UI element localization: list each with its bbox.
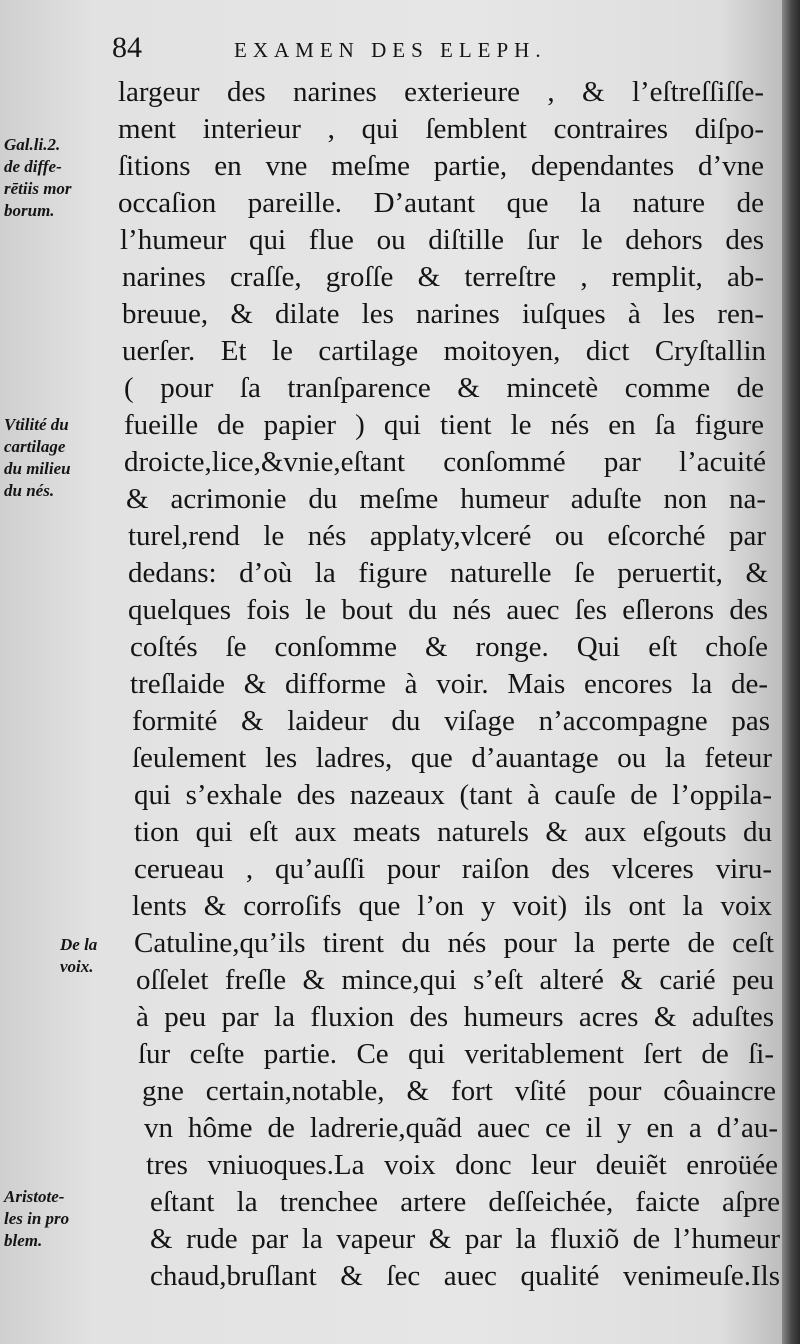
text-line: dedans: d’où la figure naturelle ſe peruertit, & xyxy=(128,557,768,589)
text-line: breuue, & dilate les narines iuſques à les ren- xyxy=(122,298,764,330)
margin-note: Gal.li.2. de diffe- rētiis mor borum. xyxy=(4,135,72,220)
text-line: tres vniuoques.La voix donc leur deuiẽt enroüée xyxy=(146,1149,778,1181)
text-line: coſtés ſe conſomme & ronge. Qui eſt choſe xyxy=(130,631,768,663)
text-line: vn hôme de ladrerie,quãd auec ce il y en a d’au- xyxy=(144,1112,778,1144)
text-line: lents & corroſifs que l’on y voit) ils ont la voix xyxy=(132,890,772,922)
text-line: ſeulement les ladres, que d’auantage ou la feteur xyxy=(132,742,772,774)
text-line: oſſelet freſle & mince,qui s’eſt alteré & carié peu xyxy=(136,964,774,996)
text-line: chaud,bruſlant & ſec auec qualité venimeuſe.Ils xyxy=(150,1260,780,1292)
text-line: turel,rend le nés applaty,vlceré ou eſcorché par xyxy=(128,520,766,552)
text-line: Catuline,qu’ils tirent du nés pour la perte de ceſt xyxy=(134,927,774,959)
text-line: & rude par la vapeur & par la fluxiõ de l’humeur xyxy=(150,1223,780,1255)
text-line: ſur ceſte partie. Ce qui veritablement ſert de ſi- xyxy=(138,1038,774,1070)
text-line: gne certain,notable, & fort vſité pour côuaincre xyxy=(142,1075,776,1107)
margin-note: Vtilité du cartilage du milieu du nés. xyxy=(4,415,71,500)
text-line: cerueau , qu’auſſi pour raiſon des vlceres viru- xyxy=(134,853,772,885)
text-line: narines craſſe, groſſe & terreſtre , remplit, ab- xyxy=(122,261,764,293)
text-line: treſlaide & difforme à voir. Mais encores la de- xyxy=(130,668,768,700)
text-line: fueille de papier ) qui tient le nés en ſa figure xyxy=(124,409,764,441)
text-line: droicte,lice,&vnie,eſtant conſommé par l’acuité xyxy=(124,446,766,478)
text-line: tion qui eſt aux meats naturels & aux eſgouts du xyxy=(134,816,772,848)
margin-note: Aristote- les in pro blem. xyxy=(4,1187,70,1250)
text-line: qui s’exhale des nazeaux (tant à cauſe de l’oppila- xyxy=(134,779,772,811)
text-line: ſitions en vne meſme partie, dependantes d’vne xyxy=(118,150,764,182)
text-line: à peu par la fluxion des humeurs acres & aduſtes xyxy=(136,1001,774,1033)
page-header xyxy=(112,30,672,66)
text-line: formité & laideur du viſage n’accompagne pas xyxy=(132,705,770,737)
text-line: uerſer. Et le cartilage moitoyen, dict Cryſtallin xyxy=(122,335,766,367)
running-title: EXAMEN DES ELEPH. xyxy=(234,38,547,62)
text-line: ( pour ſa tranſparence & mincetè comme de xyxy=(124,372,764,404)
text-line: & acrimonie du meſme humeur aduſte non na- xyxy=(126,483,766,515)
text-line: largeur des narines exterieure , & l’eſtreſſiſſe- xyxy=(118,76,764,108)
text-line: l’humeur qui flue ou diſtille ſur le dehors des xyxy=(120,224,764,256)
text-line: ment interieur , qui ſemblent contraires diſpo- xyxy=(118,113,764,145)
page-edge-shadow xyxy=(782,0,800,1344)
page-number: 84 xyxy=(112,31,142,64)
text-line: eſtant la trenchee artere deſſeichée, faicte aſpre xyxy=(150,1186,780,1218)
text-line: occaſion pareille. D’autant que la nature de xyxy=(118,187,764,219)
text-line: quelques fois le bout du nés auec ſes eſlerons des xyxy=(128,594,768,626)
margin-note: De la voix. xyxy=(60,935,98,976)
